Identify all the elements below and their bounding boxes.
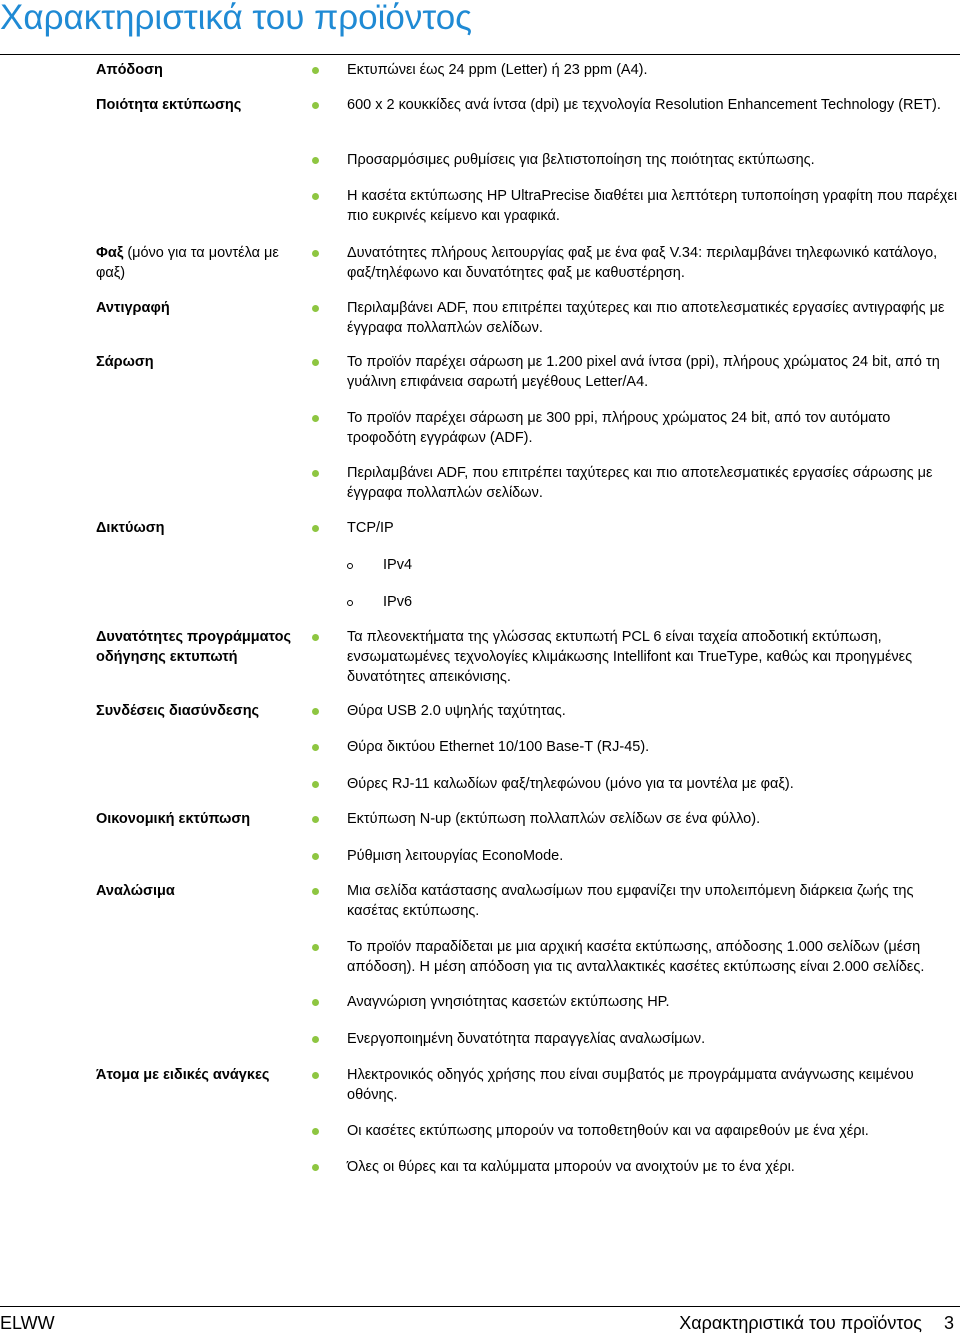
spec-item: 600 x 2 κουκκίδες ανά ίντσα (dpi) με τεχνολογία Resolution Enhancement Technology (RET). <box>347 97 941 113</box>
spec-item: Αναγνώριση γνησιότητας κασετών εκτύπωσης HP. <box>347 994 670 1010</box>
spec-label-performance: Απόδοση <box>96 62 163 78</box>
spec-item: Όλες οι θύρες και τα καλύμματα μπορούν να ανοιχτούν με το ένα χέρι. <box>347 1159 795 1175</box>
bullet-icon <box>312 999 319 1006</box>
spec-sub-item: IPv6 <box>383 594 413 610</box>
spec-label-networking: Δικτύωση <box>96 520 165 536</box>
bullet-icon <box>312 944 319 951</box>
spec-label-print-quality: Ποιότητα εκτύπωσης <box>96 97 242 113</box>
bullet-icon <box>312 102 319 109</box>
footer-rule <box>0 1306 960 1307</box>
bullet-icon <box>312 415 319 422</box>
spec-label-supplies: Αναλώσιμα <box>96 883 175 899</box>
spec-item: Θύρα δικτύου Ethernet 10/100 Base-T (RJ-45). <box>347 739 650 755</box>
page-title: Χαρακτηριστικά του προϊόντος <box>0 0 473 37</box>
spec-label-scan: Σάρωση <box>96 354 154 370</box>
spec-item: Οι κασέτες εκτύπωσης μπορούν να τοποθετηθούν και να αφαιρεθούν με ένα χέρι. <box>347 1123 869 1139</box>
footer-doc-code: ELWW <box>0 1313 55 1333</box>
spec-item: Προσαρμόσιμες ρυθμίσεις για βελτιστοποίηση της ποιότητας εκτύπωσης. <box>347 152 815 168</box>
spec-item: Περιλαμβάνει ADF, που επιτρέπει ταχύτερες και πιο αποτελεσματικές εργασίες αντιγραφής με έγγραφα πολλαπλών σελίδων. <box>347 300 945 336</box>
spec-label-driver: Δυνατότητες προγράμματος οδήγησης εκτυπωτή <box>96 629 292 665</box>
bullet-icon <box>312 781 319 788</box>
bullet-icon <box>312 1128 319 1135</box>
bullet-icon <box>312 1164 319 1171</box>
spec-label-fax-name: Φαξ <box>96 245 124 261</box>
spec-item: Ηλεκτρονικός οδηγός χρήσης που είναι συμβατός με προγράμματα ανάγνωσης κειμένου οθόνης. <box>347 1067 914 1103</box>
bullet-icon <box>312 744 319 751</box>
bullet-icon <box>312 634 319 641</box>
bullet-icon <box>312 157 319 164</box>
footer-section <box>679 1311 954 1335</box>
spec-item: Εκτυπώνει έως 24 ppm (Letter) ή 23 ppm (A4). <box>347 62 648 78</box>
bullet-icon <box>312 67 319 74</box>
spec-item: Το προϊόν παραδίδεται με μια αρχική κασέτα εκτύπωσης, απόδοσης 1.000 σελίδων (μέση απόδοση). Η μέση απόδοση για τις ανταλλακτικές κασέτες εκτύπωσης είναι 2.000 σελίδες. <box>347 939 925 975</box>
top-rule <box>0 54 960 55</box>
footer-section-title: Χαρακτηριστικά του προϊόντος <box>679 1313 922 1333</box>
spec-label-accessibility: Άτομα με ειδικές ανάγκες <box>96 1067 270 1083</box>
bullet-icon <box>312 305 319 312</box>
spec-item: Θύρα USB 2.0 υψηλής ταχύτητας. <box>347 703 566 719</box>
bullet-icon <box>312 525 319 532</box>
spec-item: Ρύθμιση λειτουργίας EconoMode. <box>347 848 564 864</box>
spec-item: Δυνατότητες πλήρους λειτουργίας φαξ με ένα φαξ V.34: περιλαμβάνει τηλεφωνικό κατάλογο, φαξ/τηλέφωνο και δυνατότητες φαξ με καθυστέρηση. <box>347 245 938 281</box>
bullet-icon <box>312 816 319 823</box>
spec-item: Η κασέτα εκτύπωσης HP UltraPrecise διαθέτει μια λεπτότερη τυποποίηση γραφίτη που παρέχει πιο ευκρινές κείμενο και γραφικά. <box>347 188 958 224</box>
spec-item: Το προϊόν παρέχει σάρωση με 300 ppi, πλήρους χρώματος 24 bit, από τον αυτόματο τροφοδότη εγγράφων (ADF). <box>347 410 891 446</box>
page-number: 3 <box>943 1313 954 1333</box>
bullet-icon <box>312 470 319 477</box>
spec-sub-item: IPv4 <box>383 557 413 573</box>
spec-item: Ενεργοποιημένη δυνατότητα παραγγελίας αναλωσίμων. <box>347 1031 706 1047</box>
spec-item: Εκτύπωση N-up (εκτύπωση πολλαπλών σελίδων σε ένα φύλλο). <box>347 811 761 827</box>
spec-label-copy: Αντιγραφή <box>96 300 170 316</box>
bullet-icon <box>312 708 319 715</box>
spec-item: Περιλαμβάνει ADF, που επιτρέπει ταχύτερες και πιο αποτελεσματικές εργασίες σάρωσης με έγγραφα πολλαπλών σελίδων. <box>347 465 933 501</box>
spec-label-interfaces: Συνδέσεις διασύνδεσης <box>96 703 260 719</box>
bullet-icon <box>312 1072 319 1079</box>
spec-label-economy: Οικονομική εκτύπωση <box>96 811 251 827</box>
spec-item: Μια σελίδα κατάστασης αναλωσίμων που εμφανίζει την υπολειπόμενη διάρκεια ζωής της κασέτας εκτύπωσης. <box>347 883 914 919</box>
bullet-icon <box>312 853 319 860</box>
spec-item: Θύρες RJ-11 καλωδίων φαξ/τηλεφώνου (μόνο για τα μοντέλα με φαξ). <box>347 776 794 792</box>
bullet-icon <box>312 193 319 200</box>
sub-bullet-icon <box>347 600 353 606</box>
bullet-icon <box>312 250 319 257</box>
sub-bullet-icon <box>347 563 353 569</box>
spec-label-fax-note: (μόνο για τα μοντέλα με φαξ) <box>96 245 279 281</box>
bullet-icon <box>312 1036 319 1043</box>
spec-item: Τα πλεονεκτήματα της γλώσσας εκτυπωτή PCL 6 είναι ταχεία αποδοτική εκτύπωση, ενσωματωμένες τεχνολογίες κλιμάκωσης Intellifont και TrueType, καθώς και προηγμένες δυνατότητες απεικόνισης. <box>347 629 913 685</box>
spec-item: Το προϊόν παρέχει σάρωση με 1.200 pixel ανά ίντσα (ppi), πλήρους χρώματος 24 bit, από τη γυάλινη επιφάνεια σαρωτή μεγέθους Letter/A4. <box>347 354 940 390</box>
bullet-icon <box>312 359 319 366</box>
spec-item: TCP/IP <box>347 520 394 536</box>
bullet-icon <box>312 888 319 895</box>
spec-label-fax <box>96 243 296 283</box>
